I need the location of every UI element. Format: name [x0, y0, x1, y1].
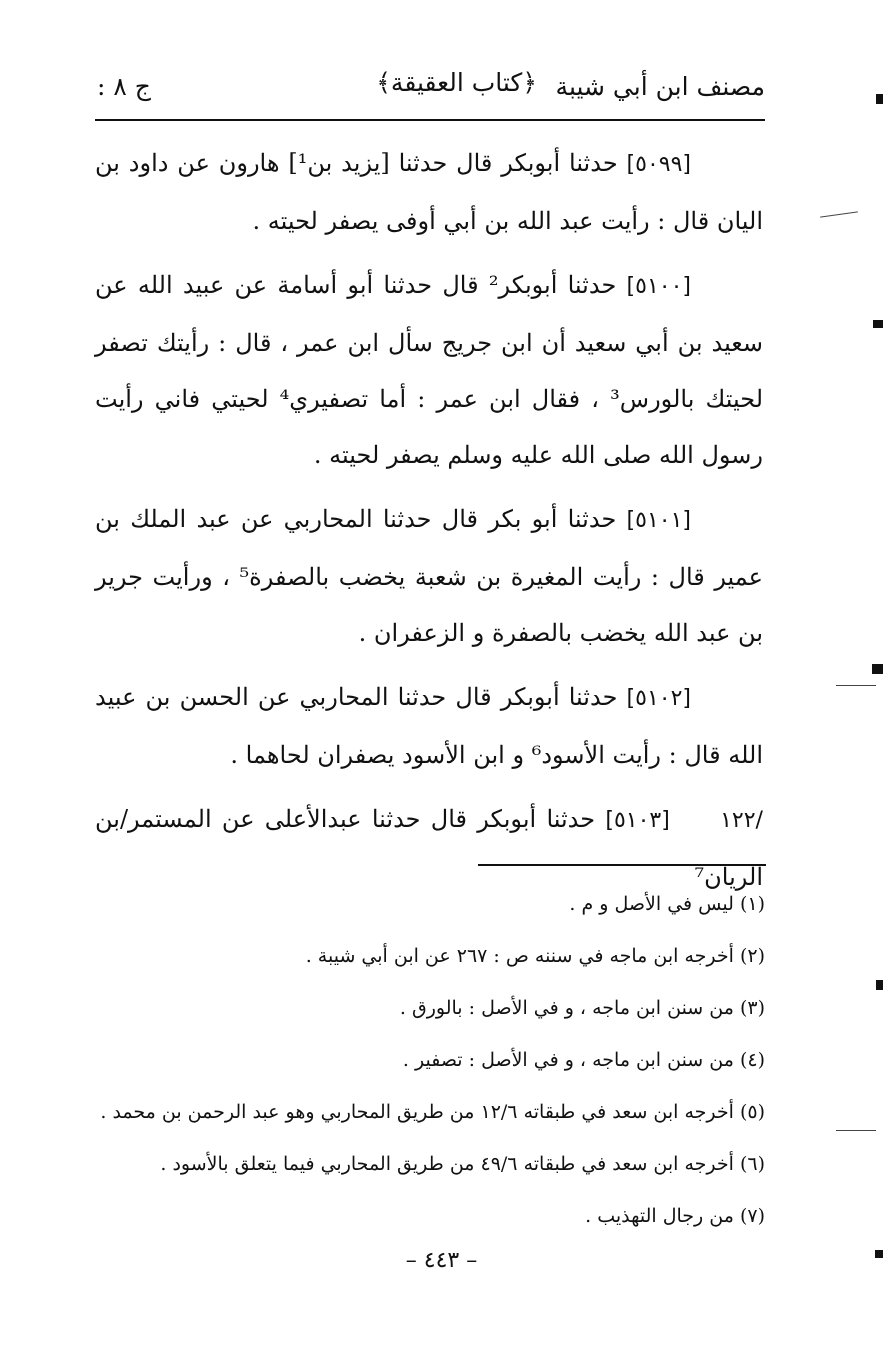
- hadith-5102: [95, 669, 763, 783]
- header-rule: [95, 119, 765, 121]
- chapter-title: ﴿كتاب العقيقة﴾: [376, 68, 537, 97]
- footnote-4: (٤) من سنن ابن ماجه ، و في الأصل : تصفير .: [402, 1049, 765, 1071]
- book-title: مصنف ابن أبي شيبة: [555, 72, 765, 101]
- scan-mark: [876, 980, 883, 990]
- hadith-body: حدثنا أبوبكر قال حدثنا [يزيد بن¹] هارون عن داود بن الیان قال : رأيت عبد الله بن أبي أوفى يصفر لحيته .: [95, 149, 763, 235]
- footnotes: [95, 878, 765, 1242]
- volume-number: ج ٨ :: [97, 72, 151, 101]
- footnote-2: (٢) أخرجه ابن ماجه في سننه ص : ٢٦٧ عن ابن أبي شيبة .: [305, 945, 765, 967]
- footnote-6: (٦) أخرجه ابن سعد في طبقاته ٤٩/٦ من طريق المحاربي فيما يتعلق بالأسود .: [160, 1153, 765, 1175]
- hadith-body: حدثنا أبو بكر قال حدثنا المحاربي عن عبد الملك بن عمير قال : رأيت المغيرة بن شعبة يخضب بالصفرة⁵ ، ورأيت جرير بن عبد الله يخضب بالصفرة و الزعفران .: [95, 505, 763, 647]
- scan-smudge: [836, 685, 876, 686]
- footnote-3: (٣) من سنن ابن ماجه ، و في الأصل : بالورق .: [399, 997, 765, 1019]
- footnote-5: (٥) أخرجه ابن سعد في طبقاته ١٢/٦ من طريق المحاربي وهو عبد الرحمن بن محمد .: [100, 1101, 765, 1123]
- scan-mark: [876, 94, 883, 104]
- hadith-number: [٥١٠٠]: [626, 274, 691, 299]
- hadith-body: حدثنا أبوبكر قال حدثنا المحاربي عن الحسن بن عبيد الله قال : رأيت الأسود⁶ و ابن الأسود يصفران لحاهما .: [95, 683, 763, 769]
- scan-smudge: [836, 1130, 876, 1131]
- hadith-number: [٥١٠١]: [626, 508, 691, 533]
- hadith-5100: [95, 257, 763, 483]
- hadith-number: [٥١٠٣]: [605, 808, 670, 833]
- manuscript-folio-marker: /١٢٢: [720, 808, 763, 833]
- footnote-rule: [478, 864, 766, 866]
- hadith-body: حدثنا أبوبكر² قال حدثنا أبو أسامة عن عبيد الله عن سعيد بن أبي سعيد أن ابن جريج سأل ابن عمر ، قال : رأيتك تصفر لحيتك بالورس³ ، فقال ابن عمر : أما تصفيري⁴ لحيتي فاني رأيت رسول الله صلى الله عليه وسلم يصفر لحيته .: [95, 271, 764, 469]
- hadith-text: [95, 135, 763, 913]
- scan-mark: [873, 320, 883, 328]
- scan-mark: [875, 1250, 883, 1258]
- scan-smudge: [820, 211, 858, 217]
- hadith-5101: [95, 491, 763, 661]
- footnote-7: (٧) من رجال التهذيب .: [585, 1205, 765, 1227]
- page-number: – ٤٤٣ –: [405, 1248, 478, 1273]
- hadith-number: [٥١٠٢]: [626, 686, 691, 711]
- hadith-number: [٥٠٩٩]: [626, 152, 691, 177]
- running-header: [95, 62, 765, 116]
- scan-mark: [872, 664, 883, 674]
- hadith-5099: [95, 135, 763, 249]
- footnote-1: (١) ليس في الأصل و م .: [569, 893, 765, 915]
- hadith-body: حدثنا أبوبكر قال حدثنا عبدالأعلى عن المستمر/بن الريان⁷: [95, 805, 763, 891]
